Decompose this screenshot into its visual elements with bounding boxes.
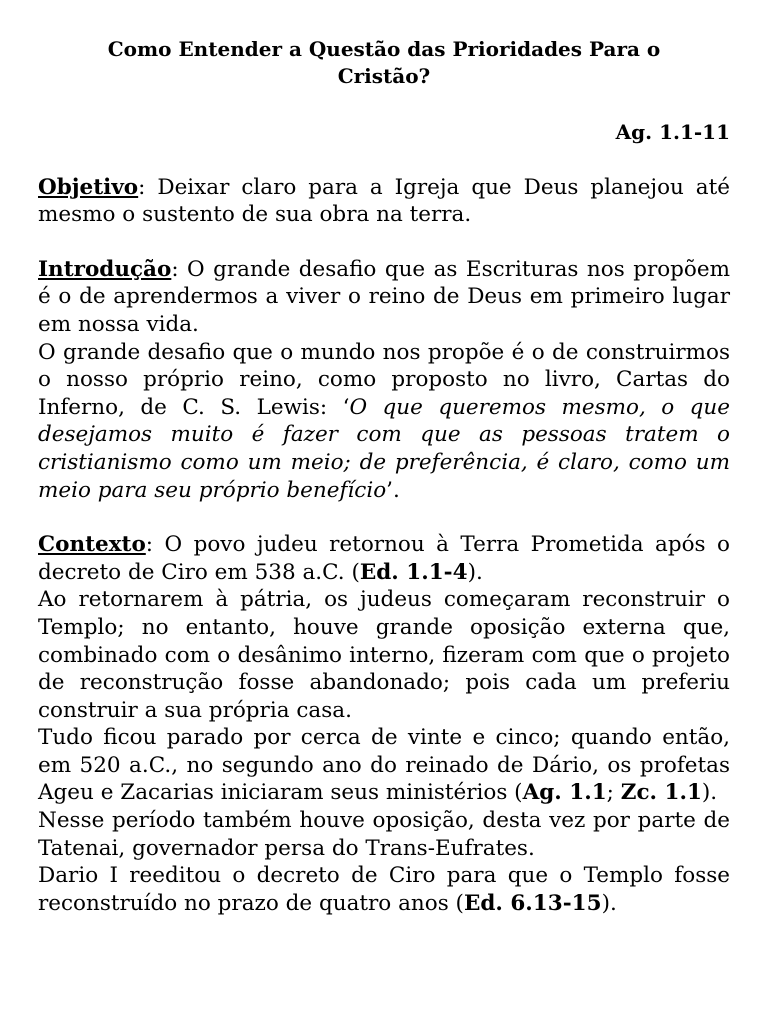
contexto-text-1: : O povo judeu retornou à Terra Prometida após o decreto de Ciro em 538 a.C. ( xyxy=(38,532,730,585)
contexto-text-1-end: ). xyxy=(467,559,483,585)
contexto-ref-separator: ; xyxy=(606,780,621,806)
contexto-paragraph-3 xyxy=(38,724,730,807)
document-page xyxy=(38,36,730,917)
introducao-label: Introdução xyxy=(38,256,172,282)
contexto-ref-ed-6: Ed. 6.13-15 xyxy=(463,890,602,916)
introducao-text-2-end: ’. xyxy=(386,477,400,503)
contexto-paragraph-5 xyxy=(38,862,730,917)
contexto-paragraph-4: Nesse período também houve oposição, desta vez por parte de Tatenai, governador persa do Trans-Eufrates. xyxy=(38,808,730,861)
objetivo-label: Objetivo xyxy=(38,174,139,200)
contexto-paragraph-1 xyxy=(38,531,730,586)
objetivo-text: : Deixar claro para a Igreja que Deus planejou até mesmo o sustento de sua obra na terra. xyxy=(38,174,730,228)
introducao-text-2: O grande desafio que o mundo nos propõe é o de construirmos o nosso próprio reino, como proposto no livro, Cartas do Inferno, de C. S. Lewis: ‘ xyxy=(38,339,730,420)
lewis-quote: O que queremos mesmo, o que desejamos muito é fazer com que as pessoas tratem o cristianismo como um meio; de preferência, é claro, como um meio para seu próprio benefício xyxy=(38,394,730,503)
contexto-ref-ed-1: Ed. 1.1-4 xyxy=(359,559,468,585)
contexto-paragraph-2: Ao retornarem à pátria, os judeus começaram reconstruir o Templo; no entanto, houve grande oposição externa que, combinado com o desânimo interno, fizeram com que o projeto de reconstrução fosse abandonado; pois cada um preferiu construir a sua própria casa. xyxy=(38,587,730,723)
contexto-text-3: Tudo ficou parado por cerca de vinte e cinco; quando então, em 520 a.C., no segundo ano do reinado de Dário, os profetas Ageu e Zacarias iniciaram seus ministérios ( xyxy=(38,725,730,806)
introducao-paragraph-2 xyxy=(38,339,730,505)
objetivo-paragraph xyxy=(38,174,730,229)
contexto-text-5: Dario I reeditou o decreto de Ciro para que o Templo fosse reconstruído no prazo de quatro anos ( xyxy=(38,863,730,916)
contexto-ref-ag: Ag. 1.1 xyxy=(522,780,607,806)
page-title: Como Entender a Questão das Prioridades Para o Cristão? xyxy=(107,37,661,88)
introducao-paragraph-1 xyxy=(38,256,730,339)
contexto-label: Contexto xyxy=(38,532,146,558)
bible-reference: Ag. 1.1-11 xyxy=(615,120,730,144)
introducao-text-1: : O grande desafio que as Escrituras nos propõem é o de aprendermos a viver o reino de Deus em primeiro lugar em nossa vida. xyxy=(38,256,730,337)
contexto-text-3-end: ). xyxy=(701,780,718,806)
contexto-text-5-end: ). xyxy=(601,890,617,916)
contexto-ref-zc: Zc. 1.1 xyxy=(620,780,702,806)
